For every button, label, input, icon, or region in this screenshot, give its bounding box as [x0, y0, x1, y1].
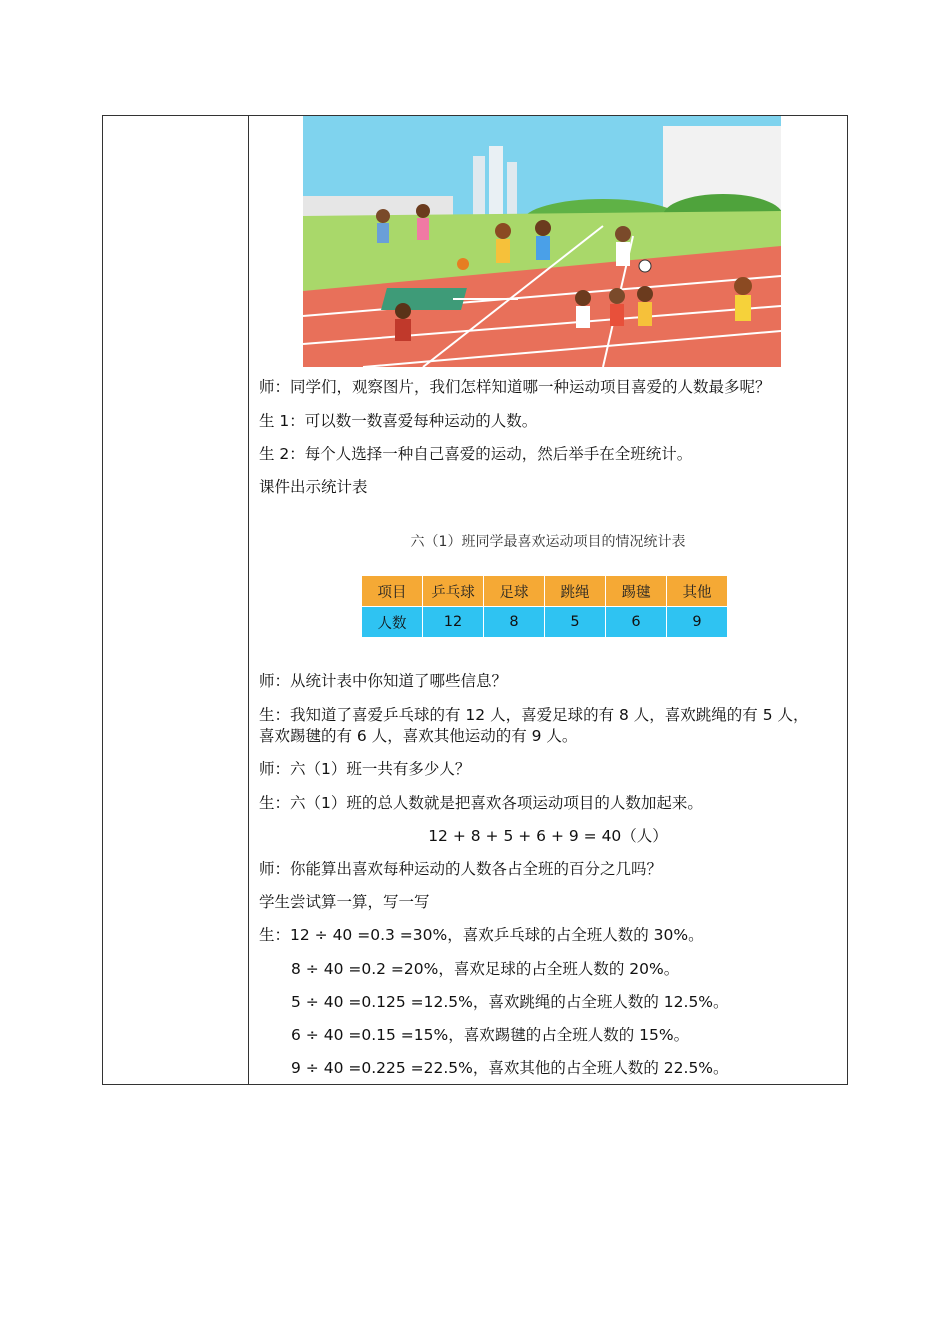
child-figure — [376, 209, 390, 223]
courseware-note: 课件出示统计表 — [259, 478, 368, 496]
header-cell: 踢毽 — [606, 576, 667, 607]
sports-field-illustration — [303, 116, 781, 367]
student-answer-3-line2: 喜欢踢毽的有 6 人，喜欢其他运动的有 9 人。 — [259, 727, 578, 745]
left-column-cell — [103, 116, 249, 1084]
calc-other: 9 ÷ 40 =0.225 =22.5%，喜欢其他的占全班人数的 22.5%。 — [291, 1059, 729, 1077]
header-cell: 足球 — [484, 576, 545, 607]
data-cell: 8 — [484, 607, 545, 638]
teacher-question-1: 师：同学们，观察图片，我们怎样知道哪一种运动项目喜爱的人数最多呢？ — [259, 378, 771, 396]
student-answer-2: 生 2：每个人选择一种自己喜爱的运动，然后举手在全班统计。 — [259, 445, 693, 463]
data-cell: 人数 — [362, 607, 423, 638]
lesson-table-frame — [102, 115, 848, 1085]
right-column-cell — [249, 116, 847, 1084]
header-cell: 乒乓球 — [423, 576, 484, 607]
header-cell: 跳绳 — [545, 576, 606, 607]
calc-football: 8 ÷ 40 =0.2 =20%，喜欢足球的占全班人数的 20%。 — [291, 960, 680, 978]
student-answer-1: 生 1：可以数一数喜爱每种运动的人数。 — [259, 412, 538, 430]
stat-table-title: 六（1）班同学最喜欢运动项目的情况统计表 — [410, 534, 686, 550]
ball — [457, 258, 469, 270]
header-cell: 其他 — [667, 576, 728, 607]
student-answer-3-line1: 生：我知道了喜爱乒乓球的有 12 人，喜爱足球的有 8 人，喜欢跳绳的有 5 人， — [259, 706, 809, 724]
stat-table-header-row — [362, 576, 728, 607]
teacher-question-2: 师：从统计表中你知道了哪些信息？ — [259, 672, 508, 690]
data-cell: 6 — [606, 607, 667, 638]
teacher-question-4: 师：你能算出喜欢每种运动的人数各占全班的百分之几吗？ — [259, 860, 663, 878]
calc-jump-rope: 5 ÷ 40 =0.125 =12.5%，喜欢跳绳的占全班人数的 12.5%。 — [291, 993, 729, 1011]
stat-table — [361, 575, 728, 638]
student-answer-4: 生：六（1）班的总人数就是把喜欢各项运动项目的人数加起来。 — [259, 794, 703, 812]
teacher-question-3: 师：六（1）班一共有多少人？ — [259, 760, 471, 778]
sum-equation: 12 + 8 + 5 + 6 + 9 = 40（人） — [428, 827, 668, 845]
calc-shuttlecock: 6 ÷ 40 =0.15 =15%，喜欢踢毽的占全班人数的 15%。 — [291, 1026, 690, 1044]
data-cell: 5 — [545, 607, 606, 638]
data-cell: 12 — [423, 607, 484, 638]
header-cell: 项目 — [362, 576, 423, 607]
data-cell: 9 — [667, 607, 728, 638]
calc-ping-pong: 生：12 ÷ 40 =0.3 =30%，喜欢乒乓球的占全班人数的 30%。 — [259, 926, 704, 944]
stat-table-data-row — [362, 607, 728, 638]
student-try-note: 学生尝试算一算，写一写 — [259, 893, 430, 911]
